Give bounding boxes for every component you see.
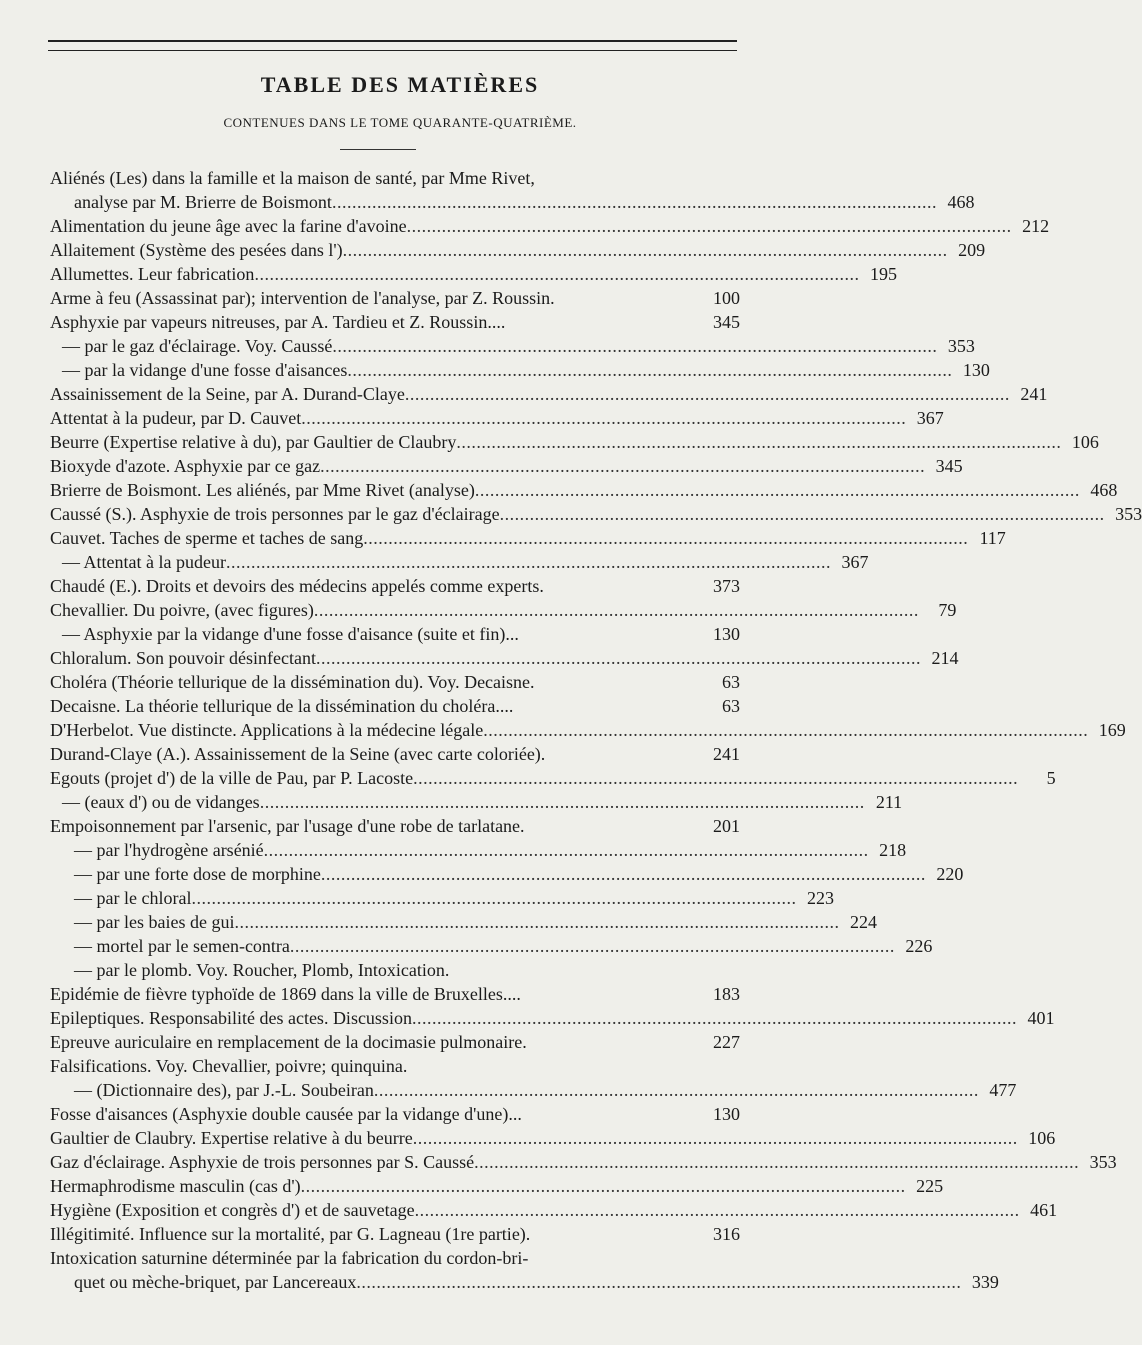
leader-dots: [260, 790, 863, 814]
entry-page-number: 223: [806, 888, 834, 908]
entry-text: Decaisne. La théorie tellurique de la dissémination du choléra....: [50, 696, 514, 716]
entry-text: Allumettes. Leur fabrication: [50, 264, 255, 284]
entry-page-number: 345: [713, 312, 740, 332]
entry-page-number: 353: [1115, 504, 1142, 524]
entry-page-number: 117: [979, 528, 1006, 548]
index-entry: [50, 334, 975, 358]
index-entry: [50, 1246, 740, 1270]
index-entry: [50, 262, 897, 286]
index-entry: [50, 910, 877, 934]
entry-page-number: 212: [1022, 216, 1050, 236]
entry-text: Epileptiques. Responsabilité des actes. Discussion: [50, 1008, 412, 1028]
entry-text: Falsifications. Voy. Chevallier, poivre; quinquina.: [50, 1056, 408, 1076]
entry-page-number: 373: [713, 576, 740, 596]
entry-page-number: 345: [935, 456, 963, 476]
index-entry: [50, 694, 740, 718]
index-entry: [50, 430, 1099, 454]
index-entry: [50, 358, 990, 382]
entry-page-number: 130: [962, 360, 990, 380]
entry-text: Hermaphrodisme masculin (cas d'): [50, 1176, 301, 1196]
index-entry: [50, 454, 963, 478]
entry-text: — Attentat à la pudeur: [62, 552, 226, 572]
entry-page-number: 468: [1090, 480, 1118, 500]
entry-text: Assainissement de la Seine, par A. Durand-Claye: [50, 384, 405, 404]
index-entry: [50, 622, 740, 646]
entry-text: analyse par M. Brierre de Boismont: [74, 192, 332, 212]
index-entry: [50, 286, 740, 310]
leader-dots: [301, 1174, 904, 1198]
index-entry: [50, 862, 964, 886]
index-entry: [50, 574, 740, 598]
index-entry: [50, 742, 740, 766]
entry-text: Choléra (Théorie tellurique de la dissémination du). Voy. Decaisne.: [50, 672, 535, 692]
entry-page-number: 461: [1030, 1200, 1058, 1220]
index-entries: [50, 166, 1142, 1294]
index-entry: [50, 838, 907, 862]
index-entry: [50, 958, 740, 982]
index-entry: [50, 1078, 1017, 1102]
leader-dots: [413, 1126, 1016, 1150]
entry-text: Alimentation du jeune âge avec la farine d'avoine: [50, 216, 407, 236]
entry-text: — par le gaz d'éclairage. Voy. Caussé: [62, 336, 333, 356]
entry-text: — (eaux d') ou de vidanges: [62, 792, 260, 812]
entry-page-number: 225: [916, 1176, 944, 1196]
leader-dots: [500, 502, 1103, 526]
index-entry: [50, 406, 944, 430]
entry-text: Attentat à la pudeur, par D. Cauvet: [50, 408, 302, 428]
page-title: TABLE DES MATIÈRES: [260, 72, 540, 97]
entry-page-number: 209: [958, 240, 986, 260]
entry-text: — mortel par le semen-contra: [74, 936, 290, 956]
leader-dots: [332, 334, 935, 358]
entry-text: Chaudé (E.). Droits et devoirs des médecins appelés comme experts.: [50, 576, 544, 596]
leader-dots: [332, 190, 935, 214]
index-entry: [50, 934, 933, 958]
leader-dots: [456, 430, 1059, 454]
entry-page-number: 226: [905, 936, 933, 956]
top-rule: [48, 40, 737, 42]
index-entry: [50, 1126, 1056, 1150]
leader-dots: [363, 526, 966, 550]
index-entry: [50, 1174, 944, 1198]
entry-page-number: 169: [1098, 720, 1126, 740]
entry-text: Cauvet. Taches de sperme et taches de sang: [50, 528, 364, 548]
leader-dots: [290, 934, 893, 958]
leader-dots: [316, 646, 919, 670]
entry-text: — par la vidange d'une fosse d'aisances: [62, 360, 348, 380]
leader-dots: [321, 862, 924, 886]
leader-dots: [356, 1270, 959, 1294]
index-entry: [50, 478, 1118, 502]
entry-page-number: 241: [713, 744, 740, 764]
entry-text: — par les baies de gui: [74, 912, 235, 932]
entry-text: — par le plomb. Voy. Roucher, Plomb, Intoxication.: [74, 960, 450, 980]
index-entry: [50, 238, 986, 262]
index-entry: [50, 1270, 999, 1294]
entry-page-number: 220: [936, 864, 964, 884]
entry-page-number: 106: [1028, 1128, 1056, 1148]
index-entry: [50, 1006, 1055, 1030]
leader-dots: [254, 262, 857, 286]
index-entry: [50, 1054, 740, 1078]
entry-page-number: 201: [713, 816, 740, 836]
entry-text: Chevallier. Du poivre, (avec figures): [50, 600, 314, 620]
entry-page-number: 63: [722, 696, 740, 716]
entry-text: Egouts (projet d') de la ville de Pau, par P. Lacoste: [50, 768, 414, 788]
entry-page-number: 367: [916, 408, 944, 428]
entry-page-number: 316: [713, 1224, 740, 1244]
title-divider: [340, 149, 416, 150]
entry-page-number: 214: [931, 648, 959, 668]
index-entry: [50, 310, 740, 334]
index-entry: [50, 982, 740, 1006]
entry-text: Gaz d'éclairage. Asphyxie de trois personnes par S. Caussé: [50, 1152, 475, 1172]
leader-dots: [405, 382, 1008, 406]
entry-page-number: 339: [971, 1272, 999, 1292]
entry-page-number: 130: [713, 624, 740, 644]
index-entry: [50, 214, 1050, 238]
index-entry: [50, 814, 740, 838]
entry-text: — (Dictionnaire des), par J.-L. Soubeiran: [74, 1080, 374, 1100]
top-rule-thin: [48, 50, 737, 51]
leader-dots: [413, 766, 1016, 790]
entry-page-number: 79: [938, 600, 957, 620]
leader-dots: [314, 598, 917, 622]
leader-dots: [347, 358, 950, 382]
index-entry: [50, 550, 869, 574]
entry-text: Intoxication saturnine déterminée par la fabrication du cordon-bri-: [50, 1248, 529, 1268]
leader-dots: [374, 1078, 977, 1102]
entry-text: Bioxyde d'azote. Asphyxie par ce gaz: [50, 456, 321, 476]
leader-dots: [301, 406, 904, 430]
entry-page-number: 211: [875, 792, 903, 812]
entry-page-number: 63: [722, 672, 740, 692]
entry-text: Illégitimité. Influence sur la mortalité, par G. Lagneau (1re partie).: [50, 1224, 531, 1244]
index-entry: [50, 598, 957, 622]
leader-dots: [191, 886, 794, 910]
entry-page-number: 353: [1089, 1152, 1117, 1172]
index-entry: [50, 382, 1048, 406]
index-entry: [50, 886, 834, 910]
leader-dots: [415, 1198, 1018, 1222]
entry-page-number: 367: [841, 552, 869, 572]
entry-text: Beurre (Expertise relative à du), par Gaultier de Claubry: [50, 432, 457, 452]
entry-page-number: 227: [713, 1032, 740, 1052]
entry-page-number: 183: [713, 984, 740, 1004]
index-entry: [50, 718, 1126, 742]
index-entry: [50, 1198, 1058, 1222]
leader-dots: [474, 1150, 1077, 1174]
entry-text: D'Herbelot. Vue distincte. Applications à la médecine légale: [50, 720, 484, 740]
entry-text: quet ou mèche-briquet, par Lancereaux: [74, 1272, 357, 1292]
entry-page-number: 477: [989, 1080, 1017, 1100]
entry-text: Caussé (S.). Asphyxie de trois personnes par le gaz d'éclairage: [50, 504, 500, 524]
index-entry: [50, 502, 1142, 526]
leader-dots: [264, 838, 867, 862]
entry-page-number: 130: [713, 1104, 740, 1124]
entry-page-number: 106: [1071, 432, 1099, 452]
leader-dots: [320, 454, 923, 478]
entry-page-number: 100: [713, 288, 740, 308]
entry-text: Durand-Claye (A.). Assainissement de la Seine (avec carte coloriée).: [50, 744, 546, 764]
entry-text: Asphyxie par vapeurs nitreuses, par A. Tardieu et Z. Roussin....: [50, 312, 506, 332]
index-entry: [50, 1150, 1117, 1174]
index-entry: [50, 1222, 740, 1246]
entry-text: Epreuve auriculaire en remplacement de la docimasie pulmonaire.: [50, 1032, 527, 1052]
entry-text: Gaultier de Claubry. Expertise relative à du beurre: [50, 1128, 413, 1148]
entry-text: — par l'hydrogène arsénié: [74, 840, 264, 860]
index-entry: [50, 1102, 740, 1126]
entry-text: — Asphyxie par la vidange d'une fosse d'aisance (suite et fin)...: [62, 624, 519, 644]
entry-page-number: 224: [849, 912, 877, 932]
entry-page-number: 468: [947, 192, 975, 212]
entry-page-number: 241: [1020, 384, 1048, 404]
entry-page-number: 401: [1027, 1008, 1055, 1028]
entry-text: Fosse d'aisances (Asphyxie double causée par la vidange d'une)...: [50, 1104, 522, 1124]
entry-text: Chloralum. Son pouvoir désinfectant: [50, 648, 316, 668]
leader-dots: [234, 910, 837, 934]
index-entry: [50, 670, 740, 694]
entry-text: Aliénés (Les) dans la famille et la maison de santé, par Mme Rivet,: [50, 168, 535, 188]
leader-dots: [226, 550, 829, 574]
entry-text: — par le chloral: [74, 888, 192, 908]
entry-page-number: 195: [869, 264, 897, 284]
index-entry: [50, 190, 975, 214]
leader-dots: [483, 718, 1086, 742]
page-subtitle: CONTENUES DANS LE TOME QUARANTE-QUATRIÈME.: [223, 115, 577, 130]
entry-text: Epidémie de fièvre typhoïde de 1869 dans la ville de Bruxelles....: [50, 984, 521, 1004]
index-entry: [50, 790, 903, 814]
entry-page-number: 5: [1046, 768, 1056, 788]
entry-text: Allaitement (Système des pesées dans l'): [50, 240, 343, 260]
entry-text: Brierre de Boismont. Les aliénés, par Mme Rivet (analyse): [50, 480, 475, 500]
entry-text: Empoisonnement par l'arsenic, par l'usage d'une robe de tarlatane.: [50, 816, 525, 836]
leader-dots: [343, 238, 946, 262]
entry-text: Arme à feu (Assassinat par); intervention de l'analyse, par Z. Roussin.: [50, 288, 555, 308]
index-entry: [50, 1030, 740, 1054]
index-entry: [50, 646, 959, 670]
entry-text: Hygiène (Exposition et congrès d') et de sauvetage: [50, 1200, 415, 1220]
leader-dots: [407, 214, 1010, 238]
entry-page-number: 353: [947, 336, 975, 356]
leader-dots: [412, 1006, 1015, 1030]
entry-page-number: 218: [879, 840, 907, 860]
entry-text: — par une forte dose de morphine: [74, 864, 321, 884]
index-entry: [50, 766, 1056, 790]
index-entry: [50, 526, 1006, 550]
leader-dots: [475, 478, 1078, 502]
index-entry: [50, 166, 740, 190]
